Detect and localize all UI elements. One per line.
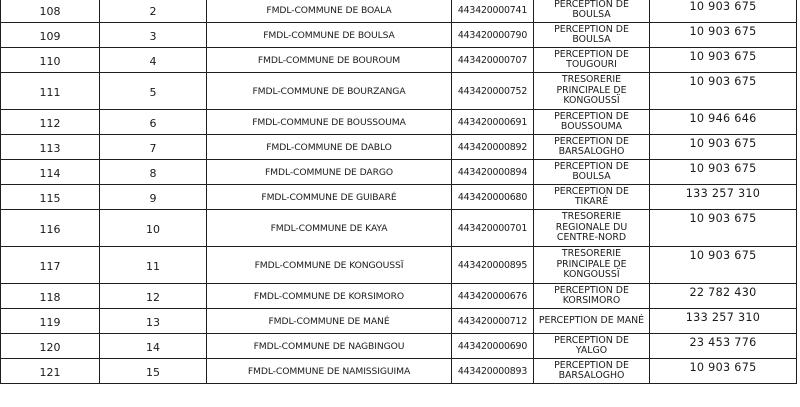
commune-name: FMDL-COMMUNE DE KONGOUSSÏ [207, 247, 452, 284]
treasury-office: PERCEPTION DE BOULSA [534, 23, 650, 48]
row-index: 12 [100, 284, 207, 309]
allocation-amount: 10 946 646 [650, 110, 797, 135]
table-row [1, 23, 797, 48]
allocation-amount: 133 257 310 [650, 185, 797, 210]
row-number: 109 [1, 23, 100, 48]
table-row [1, 0, 797, 23]
commune-name: FMDL-COMMUNE DE KAYA [207, 210, 452, 247]
row-number: 113 [1, 135, 100, 160]
row-number: 116 [1, 210, 100, 247]
treasury-office: PERCEPTION DE TOUGOURI [534, 48, 650, 73]
commune-name: FMDL-COMMUNE DE BOALA [207, 0, 452, 23]
commune-name: FMDL-COMMUNE DE MANÉ [207, 309, 452, 334]
row-number: 115 [1, 185, 100, 210]
row-number: 111 [1, 73, 100, 110]
account-number: 443420000680 [452, 185, 534, 210]
allocation-amount: 10 903 675 [650, 160, 797, 185]
treasury-office: TRESORERIE PRINCIPALE DE KONGOUSSÏ [534, 247, 650, 284]
account-number: 443420000752 [452, 73, 534, 110]
table-row [1, 73, 797, 110]
table-row [1, 48, 797, 73]
row-number: 119 [1, 309, 100, 334]
allocation-amount: 22 782 430 [650, 284, 797, 309]
treasury-office: PERCEPTION DE KORSIMORO [534, 284, 650, 309]
account-number: 443420000691 [452, 110, 534, 135]
account-number: 443420000894 [452, 160, 534, 185]
table-row [1, 110, 797, 135]
allocation-amount: 23 453 776 [650, 334, 797, 359]
row-index: 4 [100, 48, 207, 73]
commune-name: FMDL-COMMUNE DE NAGBINGOU [207, 334, 452, 359]
table-row [1, 334, 797, 359]
row-index: 8 [100, 160, 207, 185]
row-index: 11 [100, 247, 207, 284]
row-index: 2 [100, 0, 207, 23]
table-body [1, 0, 797, 384]
commune-name: FMDL-COMMUNE DE NAMISSIGUIMA [207, 359, 452, 384]
commune-name: FMDL-COMMUNE DE KORSIMORO [207, 284, 452, 309]
table-row [1, 309, 797, 334]
row-number: 108 [1, 0, 100, 23]
table-row [1, 359, 797, 384]
allocation-amount: 10 903 675 [650, 247, 797, 284]
allocation-amount: 133 257 310 [650, 309, 797, 334]
row-index: 5 [100, 73, 207, 110]
account-number: 443420000712 [452, 309, 534, 334]
commune-name: FMDL-COMMUNE DE DARGO [207, 160, 452, 185]
account-number: 443420000893 [452, 359, 534, 384]
treasury-office: TRESORERIE REGIONALE DU CENTRE-NORD [534, 210, 650, 247]
row-index: 7 [100, 135, 207, 160]
commune-name: FMDL-COMMUNE DE BOURZANGA [207, 73, 452, 110]
account-number: 443420000676 [452, 284, 534, 309]
row-index: 9 [100, 185, 207, 210]
treasury-office: PERCEPTION DE BARSALOGHO [534, 135, 650, 160]
row-index: 15 [100, 359, 207, 384]
commune-name: FMDL-COMMUNE DE BOULSA [207, 23, 452, 48]
treasury-office: PERCEPTION DE BOULSA [534, 160, 650, 185]
row-number: 114 [1, 160, 100, 185]
treasury-office: PERCEPTION DE YALGO [534, 334, 650, 359]
table-row [1, 284, 797, 309]
treasury-office: PERCEPTION DE BOUSSOUMA [534, 110, 650, 135]
treasury-office: PERCEPTION DE BOULSA [534, 0, 650, 23]
row-index: 14 [100, 334, 207, 359]
treasury-office: PERCEPTION DE TIKARÉ [534, 185, 650, 210]
allocation-amount: 10 903 675 [650, 0, 797, 23]
account-number: 443420000741 [452, 0, 534, 23]
commune-name: FMDL-COMMUNE DE BOUSSOUMA [207, 110, 452, 135]
account-number: 443420000690 [452, 334, 534, 359]
allocation-amount: 10 903 675 [650, 48, 797, 73]
commune-name: FMDL-COMMUNE DE DABLO [207, 135, 452, 160]
row-number: 120 [1, 334, 100, 359]
commune-name: FMDL-COMMUNE DE BOUROUM [207, 48, 452, 73]
table-row [1, 185, 797, 210]
allocation-amount: 10 903 675 [650, 135, 797, 160]
account-number: 443420000707 [452, 48, 534, 73]
row-index: 10 [100, 210, 207, 247]
table-row [1, 135, 797, 160]
allocation-amount: 10 903 675 [650, 23, 797, 48]
treasury-office: PERCEPTION DE MANÉ [534, 309, 650, 334]
treasury-office: PERCEPTION DE BARSALOGHO [534, 359, 650, 384]
row-index: 3 [100, 23, 207, 48]
allocation-amount: 10 903 675 [650, 210, 797, 247]
allocation-amount: 10 903 675 [650, 73, 797, 110]
row-number: 118 [1, 284, 100, 309]
account-number: 443420000701 [452, 210, 534, 247]
treasury-office: TRESORERIE PRINCIPALE DE KONGOUSSÏ [534, 73, 650, 110]
account-number: 443420000895 [452, 247, 534, 284]
table-row [1, 247, 797, 284]
row-number: 112 [1, 110, 100, 135]
table-row [1, 160, 797, 185]
row-number: 121 [1, 359, 100, 384]
account-number: 443420000790 [452, 23, 534, 48]
commune-name: FMDL-COMMUNE DE GUIBARÉ [207, 185, 452, 210]
row-number: 117 [1, 247, 100, 284]
row-index: 6 [100, 110, 207, 135]
allocation-amount: 10 903 675 [650, 359, 797, 384]
table-row [1, 210, 797, 247]
account-number: 443420000892 [452, 135, 534, 160]
row-number: 110 [1, 48, 100, 73]
row-index: 13 [100, 309, 207, 334]
